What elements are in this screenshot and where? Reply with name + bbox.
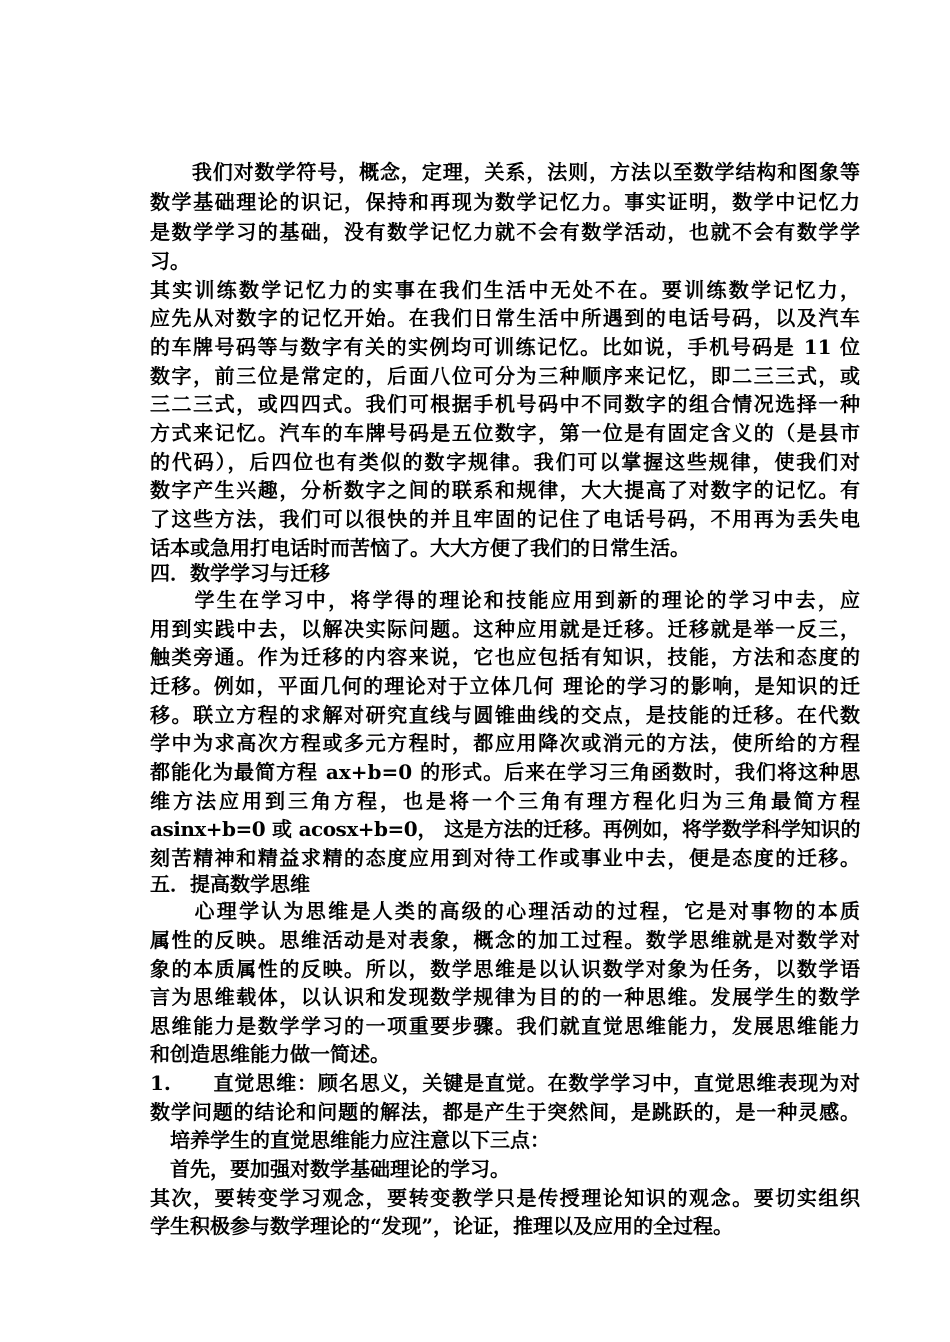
text-line: asinx+b=0 或 acosx+b=0， 这是方法的迁移。再例如，将学数学科学知识的 bbox=[150, 817, 860, 841]
text-line: 和创造思维能力做一简述。 bbox=[150, 1042, 390, 1066]
text-line: 数字产生兴趣，分析数字之间的联系和规律，大大提高了对数字的记忆。有 bbox=[150, 478, 860, 502]
text-line: 1. 直觉思维：顾名思义，关键是直觉。在数学学习中，直觉思维表现为对 bbox=[150, 1071, 860, 1095]
text-line: 数学基础理论的识记，保持和再现为数学记忆力。事实证明，数学中记忆力 bbox=[150, 190, 860, 214]
section-heading: 五．提高数学思维 bbox=[150, 872, 310, 896]
text-line: 方式来记忆。汽车的车牌号码是五位数字，第一位是有固定含义的（是县市 bbox=[150, 421, 860, 445]
text-line: 首先，要加强对数学基础理论的学习。 bbox=[150, 1157, 510, 1181]
section-heading: 四．数学学习与迁移 bbox=[150, 561, 330, 585]
text-line: 的代码），后四位也有类似的数字规律。我们可以掌握这些规律，使我们对 bbox=[150, 450, 860, 474]
text-line: 维方法应用到三角方程，也是将一个三角有理方程化归为三角最简方程 bbox=[150, 789, 860, 813]
text-line: 言为思维载体，以认识和发现数学规律为目的的一种思维。发展学生的数学 bbox=[150, 985, 860, 1009]
text-line: 思维能力是数学学习的一项重要步骤。我们就直觉思维能力，发展思维能力 bbox=[150, 1014, 860, 1038]
text-line: 学生在学习中，将学得的理论和技能应用到新的理论的学习中去，应 bbox=[150, 588, 860, 612]
text-line: 其实训练数学记忆力的实事在我们生活中无处不在。要训练数学记忆力， bbox=[150, 278, 860, 302]
text-line: 应先从对数字的记忆开始。在我们日常生活中所遇到的电话号码，以及汽车 bbox=[150, 306, 860, 330]
text-line: 都能化为最简方程 ax+b=0 的形式。后来在学习三角函数时，我们将这种思 bbox=[150, 760, 860, 784]
text-line: 象的本质属性的反映。所以，数学思维是以认识数学对象为任务，以数学语 bbox=[150, 957, 860, 981]
text-line: 移。联立方程的求解对研究直线与圆锥曲线的交点，是技能的迁移。在代数 bbox=[150, 703, 860, 727]
text-line: 迁移。例如，平面几何的理论对于立体几何 理论的学习的影响，是知识的迁 bbox=[150, 674, 860, 698]
text-line: 三二三式，或四四式。我们可根据手机号码中不同数字的组合情况选择一种 bbox=[150, 392, 860, 416]
text-line: 了这些方法，我们可以很快的并且牢固的记住了电话号码，不用再为丢失电 bbox=[150, 507, 860, 531]
text-line: 培养学生的直觉思维能力应注意以下三点： bbox=[150, 1128, 550, 1152]
text-line: 其次，要转变学习观念，要转变教学只是传授理论知识的观念。要切实组织 bbox=[150, 1186, 860, 1210]
text-line: 是数学学习的基础，没有数学记忆力就不会有数学活动，也就不会有数学学 bbox=[150, 220, 860, 244]
text-line: 的车牌号码等与数字有关的实例均可训练记忆。比如说，手机号码是 11 位 bbox=[150, 335, 860, 359]
text-line: 用到实践中去，以解决实际问题。这种应用就是迁移。迁移就是举一反三， bbox=[150, 617, 860, 641]
text-line: 数学问题的结论和问题的解法，都是产生于突然间，是跳跃的，是一种灵感。 bbox=[150, 1100, 860, 1124]
text-line: 数字，前三位是常定的，后面八位可分为三种顺序来记忆，即二三三式，或 bbox=[150, 364, 860, 388]
text-line: 学生积极参与数学理论的“发现”，论证，推理以及应用的全过程。 bbox=[150, 1214, 734, 1238]
text-line: 习。 bbox=[150, 249, 190, 273]
text-line: 属性的反映。思维活动是对表象，概念的加工过程。数学思维就是对数学对 bbox=[150, 928, 860, 952]
text-line: 刻苦精神和精益求精的态度应用到对待工作或事业中去，便是态度的迁移。 bbox=[150, 846, 860, 870]
text-line: 话本或急用打电话时而苦恼了。大大方便了我们的日常生活。 bbox=[150, 536, 690, 560]
text-line: 触类旁通。作为迁移的内容来说，它也应包括有知识，技能，方法和态度的 bbox=[150, 645, 860, 669]
text-line: 心理学认为思维是人类的高级的心理活动的过程，它是对事物的本质 bbox=[150, 899, 860, 923]
text-line: 学中为求高次方程或多元方程时，都应用降次或消元的方法，使所给的方程 bbox=[150, 731, 860, 755]
text-line: 我们对数学符号，概念，定理，关系，法则，方法以至数学结构和图象等 bbox=[150, 160, 860, 184]
